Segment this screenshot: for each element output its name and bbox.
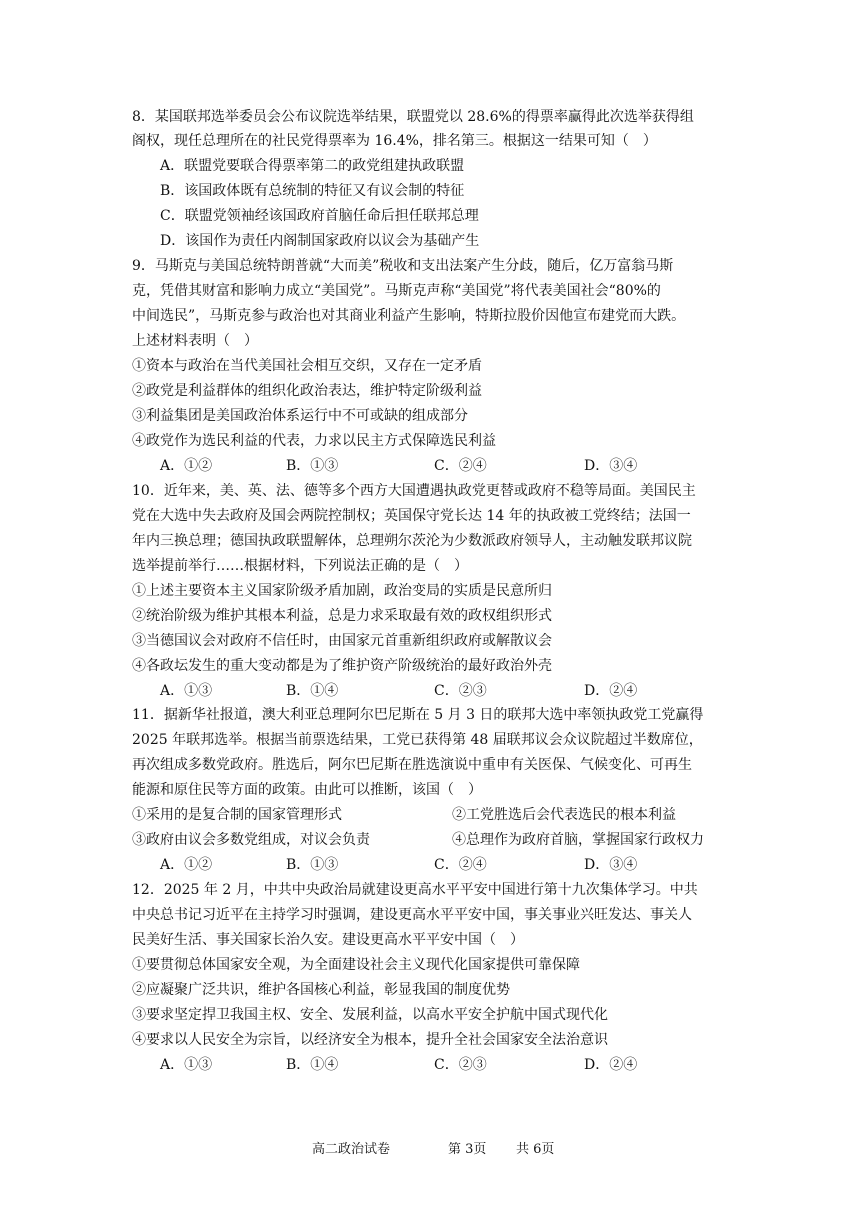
q12-stem-line-3: 民美好生活、事关国家长治久安。建设更高水平平安中国（ ） — [132, 932, 524, 948]
q11-statement-3: ③政府由议会多数党组成，对议会负责 — [132, 832, 370, 848]
q9-option-d: D．③④ — [584, 458, 638, 474]
q10-stem-line-4: 选举提前举行……根据材料，下列说法正确的是（ ） — [132, 558, 468, 574]
q12-stem-line-1: 12．2025 年 2 月，中共中央政治局就建设更高水平平安中国进行第十九次集体学习。中共 — [132, 882, 698, 898]
q12-option-b: B．①④ — [286, 1057, 339, 1073]
q12-option-c: C．②③ — [434, 1057, 487, 1073]
q8-option-d: D．该国作为责任内阁制国家政府以议会为基础产生 — [160, 233, 480, 249]
q12-statement-2: ②应凝聚广泛共识，维护各国核心利益，彰显我国的制度优势 — [132, 982, 510, 998]
footer-total-pages: 共 6页 — [516, 1142, 555, 1157]
q11-option-a: A．①② — [160, 857, 213, 873]
q9-statement-1: ①资本与政治在当代美国社会相互交织，又存在一定矛盾 — [132, 358, 482, 374]
q12-stem-line-2: 中央总书记习近平在主持学习时强调，建设更高水平平安中国，事关事业兴旺发达、事关人 — [132, 907, 692, 923]
footer-page-number: 第 3页 — [448, 1142, 487, 1157]
q8-option-a: A．联盟党要联合得票率第二的政党组建执政联盟 — [160, 158, 465, 174]
q11-stem-line-2: 2025 年联邦选举。根据当前票选结果，工党已获得第 48 届联邦议会众议院超过半数席位， — [132, 732, 703, 748]
q11-option-b: B．①③ — [286, 857, 339, 873]
q9-statement-2: ②政党是利益群体的组织化政治表达，维护特定阶级利益 — [132, 383, 482, 399]
q11-stem-line-4: 能源和原住民等方面的政策。由此可以推断，该国（ ） — [132, 782, 482, 798]
footer-subject: 高二政治试卷 — [312, 1142, 391, 1157]
q9-option-a: A．①② — [160, 458, 213, 474]
q10-statement-2: ②统治阶级为维护其根本利益，总是力求采取最有效的政权组织形式 — [132, 608, 552, 624]
q11-option-c: C．②④ — [434, 857, 487, 873]
q9-stem-line-3: 中间选民”，马斯克参与政治也对其商业利益产生影响，特斯拉股价因他宣布建党而大跌。 — [132, 308, 686, 324]
q10-statement-1: ①上述主要资本主义国家阶级矛盾加剧，政治变局的实质是民意所归 — [132, 583, 552, 599]
q8-option-c: C．联盟党领袖经该国政府首脑任命后担任联邦总理 — [160, 208, 479, 224]
q10-stem-line-2: 党在大选中失去政府及国会两院控制权；英国保守党长达 14 年的执政被工党终结；法国一 — [132, 508, 691, 524]
q10-stem-line-3: 年内三换总理；德国执政联盟解体，总理朔尔茨沦为少数派政府领导人，主动触发联邦议院 — [132, 533, 692, 549]
q12-statement-3: ③要求坚定捍卫我国主权、安全、发展利益，以高水平安全护航中国式现代化 — [132, 1007, 608, 1023]
q10-stem-line-1: 10．近年来，美、英、法、德等多个西方大国遭遇执政党更替或政府不稳等局面。美国民主 — [132, 483, 696, 499]
q12-statement-1: ①要贯彻总体国家安全观，为全面建设社会主义现代化国家提供可靠保障 — [132, 957, 580, 973]
q11-statement-2: ②工党胜选后会代表选民的根本利益 — [452, 807, 676, 823]
q11-option-d: D．③④ — [584, 857, 638, 873]
q9-option-c: C．②④ — [434, 458, 487, 474]
q9-stem-line-4: 上述材料表明（ ） — [132, 333, 258, 349]
q9-stem-line-1: 9．马斯克与美国总统特朗普就“大而美”税收和支出法案产生分歧，随后，亿万富翁马斯 — [132, 258, 674, 274]
q11-statement-4: ④总理作为政府首脑，掌握国家行政权力 — [452, 832, 704, 848]
q12-option-a: A．①③ — [160, 1057, 213, 1073]
q12-statement-4: ④要求以人民安全为宗旨，以经济安全为根本，提升全社会国家安全法治意识 — [132, 1032, 608, 1048]
q8-stem-line-2: 阁权，现任总理所在的社民党得票率为 16.4%，排名第三。根据这一结果可知（ ） — [132, 133, 657, 149]
q10-option-c: C．②③ — [434, 683, 487, 699]
q8-option-b: B．该国政体既有总统制的特征又有议会制的特征 — [160, 183, 465, 199]
q11-stem-line-1: 11．据新华社报道，澳大利亚总理阿尔巴尼斯在 5 月 3 日的联邦大选中率领执政党工党赢得 — [132, 707, 704, 723]
q9-option-b: B．①③ — [286, 458, 339, 474]
q9-statement-3: ③利益集团是美国政治体系运行中不可或缺的组成部分 — [132, 408, 468, 424]
q12-option-d: D．②④ — [584, 1057, 638, 1073]
q9-statement-4: ④政党作为选民利益的代表，力求以民主方式保障选民利益 — [132, 433, 496, 449]
q10-statement-3: ③当德国议会对政府不信任时，由国家元首重新组织政府或解散议会 — [132, 633, 552, 649]
q10-option-b: B．①④ — [286, 683, 339, 699]
q10-statement-4: ④各政坛发生的重大变动都是为了维护资产阶级统治的最好政治外壳 — [132, 658, 552, 674]
q8-stem-line-1: 8．某国联邦选举委员会公布议院选举结果，联盟党以 28.6%的得票率赢得此次选举获得组 — [132, 109, 694, 125]
q10-option-d: D．②④ — [584, 683, 638, 699]
q10-option-a: A．①③ — [160, 683, 213, 699]
q11-stem-line-3: 再次组成多数党政府。胜选后，阿尔巴尼斯在胜选演说中重申有关医保、气候变化、可再生 — [132, 757, 692, 773]
q11-statement-1: ①采用的是复合制的国家管理形式 — [132, 807, 342, 823]
q9-stem-line-2: 克，凭借其财富和影响力成立“美国党”。马斯克声称“美国党”将代表美国社会“80%的 — [132, 283, 661, 299]
